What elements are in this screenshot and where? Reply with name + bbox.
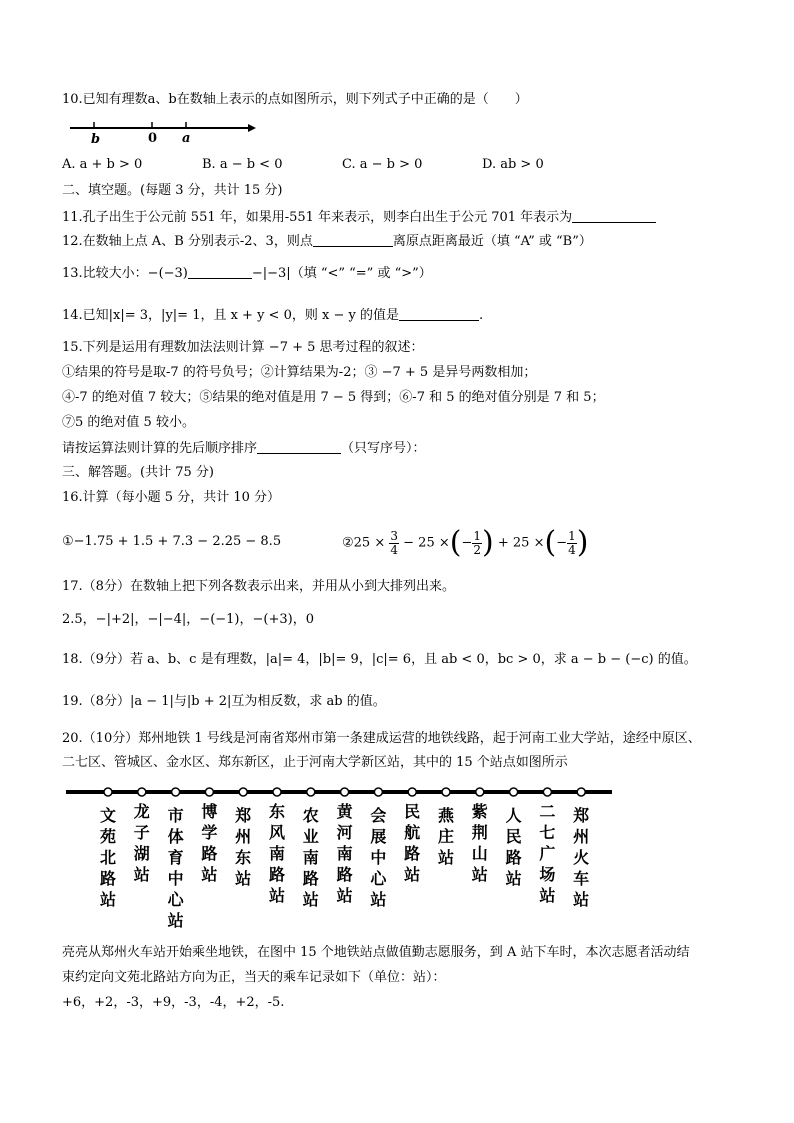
station-label: 龙子湖站 xyxy=(133,802,150,884)
q15-answer-blank[interactable] xyxy=(257,439,341,454)
station-dot xyxy=(510,788,518,796)
q15-intro: 15.下列是运用有理数加法法则计算 −7 + 5 思考过程的叙述： xyxy=(62,340,424,355)
q16-part2-a: ②25 × xyxy=(342,535,386,551)
station-label: 市体育中心站 xyxy=(167,806,184,930)
q18: 18.（9分）若 a、b、c 是有理数，|a|= 4，|b|= 9，|c|= 6，且 ab < 0，bc > 0，求 a − b − (−c) 的值。 xyxy=(62,652,697,667)
q12-text-post: 离原点距离最近（填 “A” 或 “B”） xyxy=(392,234,592,249)
q16-fraction-2: $\frac{1}{2}$ xyxy=(473,528,482,557)
station-label: 燕庄站 xyxy=(437,806,454,867)
q11-answer-blank[interactable] xyxy=(572,208,656,223)
q16-part2-c: + 25 × xyxy=(497,535,545,551)
q12 xyxy=(62,232,592,251)
station-label: 郑州东站 xyxy=(235,806,252,888)
q10-axis-label-b: b xyxy=(91,132,101,147)
q10-option-c: C. a − b > 0 xyxy=(342,157,423,172)
station-label: 博学路站 xyxy=(201,802,218,884)
q14-text-pre: 14.已知|x|= 3，|y|= 1，且 x + y < 0，则 x − y 的值是 xyxy=(62,308,399,323)
q10-option-b: B. a − b < 0 xyxy=(202,157,283,172)
station-dot xyxy=(408,788,416,796)
section-fill-in-title: 二、填空题。(每题 3 分，共计 15 分) xyxy=(62,183,283,198)
q13-answer-blank[interactable] xyxy=(188,264,252,279)
q17-numbers: 2.5，−|+2|，−|−4|，−(−1)，−(+3)，0 xyxy=(62,612,314,627)
q20-records: +6，+2，-3，+9，-3，-4，+2，-5. xyxy=(62,995,285,1010)
q20-para2: 束约定向文苑北路站方向为正，当天的乘车记录如下（单位：站）： xyxy=(62,970,446,985)
station-label: 民航路站 xyxy=(404,802,421,884)
station-dot xyxy=(543,788,551,796)
station-dot xyxy=(374,788,382,796)
station-label: 紫荆山站 xyxy=(471,802,488,884)
q20-para1: 亮亮从郑州火车站开始乘坐地铁，在图中 15 个地铁站点做值勤志愿服务，到 A 站下车时，本次志愿者活动结 xyxy=(62,945,690,960)
station-label: 东风南路站 xyxy=(268,802,285,905)
q11-text: 11.孔子出生于公元前 551 年，如果用-551 年来表示，则李白出生于公元 701 年表示为 xyxy=(62,210,573,225)
station-dot xyxy=(104,788,112,796)
station-dot xyxy=(239,788,247,796)
q14-text-post: . xyxy=(478,308,484,323)
q15-line3: ⑦5 的绝对值 5 较小。 xyxy=(62,415,195,430)
station-dot xyxy=(577,788,585,796)
station-label: 会展中心站 xyxy=(370,806,387,909)
q15-line1: ①结果的符号是取-7 的符号负号；②计算结果为-2；③ −7 + 5 是异号两数相加； xyxy=(62,365,537,380)
q11 xyxy=(62,208,656,227)
q13-text-pre: 13.比较大小：−(−3) xyxy=(62,266,188,281)
q14 xyxy=(62,306,483,325)
q16-part2: ②25 × $\frac{3}{4}$ − 25 ×(− $\frac{1}{2}$ ) + 25 ×(− $\frac{1}{4}$ ) xyxy=(342,525,589,560)
station-label: 郑州火车站 xyxy=(573,806,590,909)
q10-axis-label-0: 0 xyxy=(148,131,158,146)
q15-ask xyxy=(62,439,426,458)
q10-option-a: A. a + b > 0 xyxy=(62,157,143,172)
q12-answer-blank[interactable] xyxy=(313,232,393,247)
station-dot xyxy=(307,788,315,796)
station-dot xyxy=(205,788,213,796)
section-answer-title: 三、解答题。(共计 75 分) xyxy=(62,465,214,480)
station-label: 二七广场站 xyxy=(539,802,556,905)
q17-stem: 17.（8分）在数轴上把下列各数表示出来，并用从小到大排列出来。 xyxy=(62,579,455,594)
station-dot xyxy=(476,788,484,796)
q16-part2-b: − 25 × xyxy=(403,535,450,551)
station-dots xyxy=(104,788,585,796)
q15-ask-pre: 请按运算法则计算的先后顺序排序 xyxy=(62,441,258,456)
q20-line2: 二七区、管城区、金水区、郑东新区，止于河南大学新区站，其中的 15 个站点如图所示 xyxy=(62,755,568,770)
q13 xyxy=(62,264,432,283)
q15-line2: ④-7 的绝对值 7 较大；⑤结果的绝对值是用 7 − 5 得到；⑥-7 和 5 的绝对值分别是 7 和 5； xyxy=(62,390,605,405)
station-dot xyxy=(273,788,281,796)
station-label: 文苑北路站 xyxy=(99,806,116,909)
station-label: 农业南路站 xyxy=(302,806,319,909)
q15-ask-post: （只写序号）： xyxy=(341,441,426,456)
q10-number-line xyxy=(62,116,262,148)
q16-fraction-1: $\frac{3}{4}$ xyxy=(390,528,399,557)
station-label: 黄河南路站 xyxy=(336,802,353,905)
q12-text-pre: 12.在数轴上点 A、B 分别表示-2、3，则点 xyxy=(62,234,313,249)
station-dot xyxy=(172,788,180,796)
station-label: 人民路站 xyxy=(505,806,522,888)
q20-line1: 20.（10分）郑州地铁 1 号线是河南省郑州市第一条建成运营的地铁线路，起于河南工业大学站，途经中原区、 xyxy=(62,731,701,746)
station-dot xyxy=(341,788,349,796)
q16-part1: ①−1.75 + 1.5 + 7.3 − 2.25 − 8.5 xyxy=(62,534,282,549)
station-dot xyxy=(138,788,146,796)
q10-option-d: D. ab > 0 xyxy=(482,157,544,172)
q16-title: 16.计算（每小题 5 分，共计 10 分） xyxy=(62,490,281,505)
q14-answer-blank[interactable] xyxy=(399,306,479,321)
q16-fraction-3: $\frac{1}{4}$ xyxy=(568,528,576,557)
q19: 19.（8分）|a − 1|与|b + 2|互为相反数，求 ab 的值。 xyxy=(62,694,386,709)
q10-axis-label-a: a xyxy=(182,131,191,146)
q10-stem: 10.已知有理数a、b在数轴上表示的点如图所示，则下列式子中正确的是（ ） xyxy=(62,92,528,107)
station-dot xyxy=(442,788,450,796)
q13-text-mid: −|−3|（填 “<” “=” 或 “>”） xyxy=(251,266,432,281)
